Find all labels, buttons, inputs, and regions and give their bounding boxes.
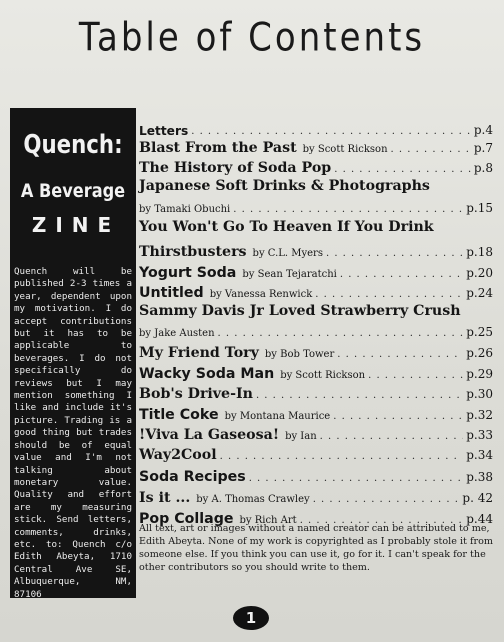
toc-entry-title: Way2Cool: [139, 447, 217, 463]
toc-entry: [139, 321, 493, 340]
toc-entry-title: Is it ...: [139, 490, 191, 506]
toc-entry-page: p.18: [466, 245, 493, 259]
toc-entry-title: !Viva La Gaseosa!: [139, 427, 280, 443]
toc-entry-page: p.33: [466, 428, 493, 442]
toc-entry-page: p.15: [466, 201, 493, 215]
toc-entry-title: Untitled: [139, 285, 204, 301]
toc-leader-dots: [218, 328, 464, 340]
toc-entry: [139, 238, 493, 260]
toc-leader-dots: [391, 144, 471, 156]
zine-sidebar: [10, 108, 136, 598]
toc-entry-title: Title Coke: [139, 407, 219, 423]
toc-entry: [139, 382, 493, 402]
toc-entry-title: Wacky Soda Man: [139, 366, 275, 382]
zine-blurb: Quench will be published 2-3 times a year, dependent upon my motivation. I do accept contributions but it has to be applicable to beverages. I do not specifically do reviews but I may mention something I like and include it's picture. Trading is a good thing but trades should be of equal value and I'm not talking about monetary value. Quality and effort are my measuring stick. Send letters, comments, drinks, etc. to: Quench c/o Edith Abeyta, 1710 Central Ave SE, Albuquerque, NM, 87106: [14, 266, 132, 600]
toc-entry-title: Letters: [139, 124, 189, 138]
toc-leader-dots: [334, 164, 471, 176]
toc-entry-title: Pop Collage: [139, 511, 234, 527]
toc-entry-page: p.38: [466, 470, 493, 484]
toc-entry-author: by Bob Tower: [264, 349, 335, 360]
toc-entry-author: by Ian: [285, 431, 317, 442]
toc-entry-title: Thirstbusters: [139, 244, 247, 260]
toc-entry-page: p.34: [466, 448, 493, 462]
zine-subtitle: A Beverage: [20, 180, 126, 202]
toc-leader-dots: [326, 248, 463, 260]
toc-entry-page: p.4: [473, 123, 493, 137]
toc-entry-author: by A. Thomas Crawley: [196, 494, 310, 505]
toc-entry-title: The History of Soda Pop: [139, 160, 332, 176]
toc-entry-author: by Montana Maurice: [224, 411, 331, 422]
toc-entry-title: Soda Recipes: [139, 469, 246, 485]
toc-leader-dots: [313, 494, 460, 506]
toc-entry-author: by C.L. Myers: [252, 248, 323, 259]
toc-leader-dots: [320, 431, 464, 443]
toc-entry-author: by Tamaki Obuchi: [139, 204, 231, 215]
toc-leader-dots: [249, 473, 464, 485]
toc-entry: [139, 443, 493, 463]
toc-entry-page: p.26: [466, 346, 493, 360]
toc-leader-dots: [340, 269, 463, 281]
toc-entry: [139, 423, 493, 443]
toc-entry: [139, 340, 493, 361]
toc-entry-page: p.30: [466, 387, 493, 401]
toc-entry-page: p.24: [466, 286, 493, 300]
toc-entry-title: Yogurt Soda: [139, 265, 237, 281]
zine-word: ZINE: [31, 213, 121, 237]
toc-entry-author: by Vanessa Renwick: [209, 289, 313, 300]
toc-entry-page: p. 42: [462, 491, 493, 505]
toc-leader-dots: [368, 370, 463, 382]
toc-entry-title: You Won't Go To Heaven If You Drink: [139, 219, 434, 235]
page-number-badge: 1: [233, 606, 269, 630]
toc-entry-author: by Scott Rickson: [280, 370, 366, 381]
toc-entry: [139, 156, 493, 176]
toc-entry: [139, 361, 493, 382]
toc-entry-page: p.8: [473, 161, 493, 175]
toc-entry-page: p.25: [466, 325, 493, 339]
toc-entry: [139, 402, 493, 423]
toc-leader-dots: [233, 204, 463, 216]
toc-entry-title: Blast From the Past: [139, 140, 297, 156]
toc-leader-dots: [220, 451, 464, 463]
toc-entry-title: Sammy Davis Jr Loved Strawberry Crush: [139, 303, 461, 319]
toc-entry-author: by Rich Art: [239, 515, 297, 526]
toc-entry-author: by Sean Tejaratchi: [242, 269, 337, 280]
toc-entry: [139, 120, 493, 138]
toc-entry: [139, 485, 493, 506]
zine-name: Quench:: [23, 130, 123, 160]
toc-entry-page: p.29: [466, 367, 493, 381]
toc-entry: [139, 281, 493, 301]
toc-entry-page: p.44: [466, 512, 493, 526]
page-title: Table of Contents: [78, 15, 426, 61]
toc-entry: [139, 463, 493, 485]
toc-entry: [139, 138, 493, 156]
toc-entry-author: by Jake Austen: [139, 328, 215, 339]
toc-leader-dots: [256, 390, 463, 402]
table-of-contents: [139, 120, 493, 527]
toc-entry-page: p.7: [473, 141, 493, 155]
attribution-note: All text, art or images without a named creator can be attributed to me, Edith Abeyta. None of my work is copyrighted as I probably stole it from someone else. If you think you can use it, go for it. I can't speak for the other contributors so you should write to them.: [139, 523, 493, 573]
toc-entry: [139, 196, 493, 216]
toc-leader-dots: [337, 349, 463, 361]
toc-entry-title: My Friend Tory: [139, 345, 259, 361]
toc-entry-title: Bob's Drive-In: [139, 386, 253, 402]
toc-entry-page: p.32: [466, 408, 493, 422]
toc-leader-dots: [191, 126, 471, 138]
toc-entry: [139, 260, 493, 281]
toc-leader-dots: [315, 289, 463, 301]
toc-leader-dots: [333, 411, 463, 423]
toc-entry-author: by Scott Rickson: [302, 144, 388, 155]
toc-entry-title: Japanese Soft Drinks & Photographs: [139, 178, 430, 194]
toc-entry-page: p.20: [466, 266, 493, 280]
